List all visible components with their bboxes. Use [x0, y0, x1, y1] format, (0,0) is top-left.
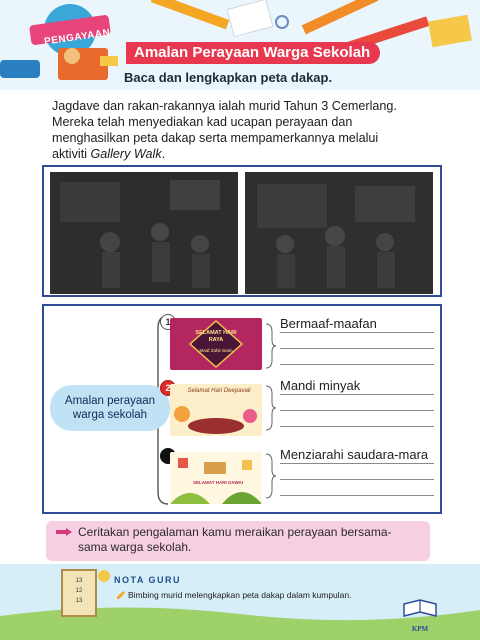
- card-subtitle: Maaf Zahir Batin: [199, 348, 233, 353]
- photo-frame: [42, 165, 442, 297]
- answer-line: [280, 410, 434, 411]
- answer-line: [280, 463, 434, 464]
- pencil-arrow-icon: [56, 527, 72, 537]
- answer-line: [280, 394, 434, 395]
- intro-italic: Gallery Walk: [90, 147, 162, 161]
- intro-text: .: [161, 147, 166, 161]
- nota-guru-text: Bimbing murid melengkapkan peta dakap dalam kumpulan.: [128, 590, 352, 600]
- intro-line: menghasilkan peta dakap serta mempamerkannya melalui: [52, 131, 379, 145]
- badge-label: PENGAYAAN: [43, 27, 112, 48]
- answer-line: [280, 348, 434, 349]
- page-title: Amalan Perayaan Warga Sekolah: [126, 42, 380, 64]
- number-badge: 2: [160, 380, 176, 396]
- page-subtitle: Baca dan lengkapkan peta dakap.: [124, 70, 333, 85]
- intro-text: aktiviti: [52, 147, 91, 161]
- kpm-logo: [402, 598, 438, 633]
- intro-line: [52, 146, 432, 162]
- answer-text: Bermaaf-maafan: [280, 316, 377, 331]
- answer-line: [280, 495, 434, 496]
- intro-paragraph: [52, 98, 432, 162]
- pencil-icon: [116, 590, 126, 600]
- task-text: Ceritakan pengalaman kamu meraikan perayaan bersama-sama warga sekolah.: [78, 525, 392, 554]
- answer-text: Mandi minyak: [280, 378, 361, 393]
- nota-guru-title: NOTA GURU: [114, 575, 181, 585]
- svg-text:12: 12: [75, 588, 83, 594]
- answer-line: [280, 364, 434, 365]
- classroom-photo: [50, 172, 238, 294]
- classroom-photo: [245, 172, 433, 294]
- kpm-label: KPM: [411, 625, 429, 633]
- card-title: Selamat Hari Deepavali: [187, 388, 251, 394]
- gawai-card: [170, 452, 262, 504]
- answer-line: [280, 479, 434, 480]
- answer-text: Menziarahi saudara-mara: [280, 447, 429, 462]
- number-badge: 1: [160, 314, 176, 330]
- card-title: SELAMAT HARI RAYA: [195, 330, 237, 343]
- svg-text:13: 13: [75, 598, 83, 604]
- center-node: Amalan perayaan warga sekolah: [50, 385, 170, 431]
- svg-text:13: 13: [75, 578, 83, 584]
- answer-line: [280, 332, 434, 333]
- intro-line: Mereka telah menyediakan kad ucapan perayaan dan: [52, 115, 353, 129]
- raya-card: [170, 318, 262, 370]
- card-title: SELAMAT HARI GAWAI: [193, 480, 243, 485]
- answer-braces: [262, 322, 278, 504]
- answer-line: [280, 426, 434, 427]
- intro-line: Jagdave dan rakan-rakannya ialah murid Tahun 3 Cemerlang.: [52, 99, 397, 113]
